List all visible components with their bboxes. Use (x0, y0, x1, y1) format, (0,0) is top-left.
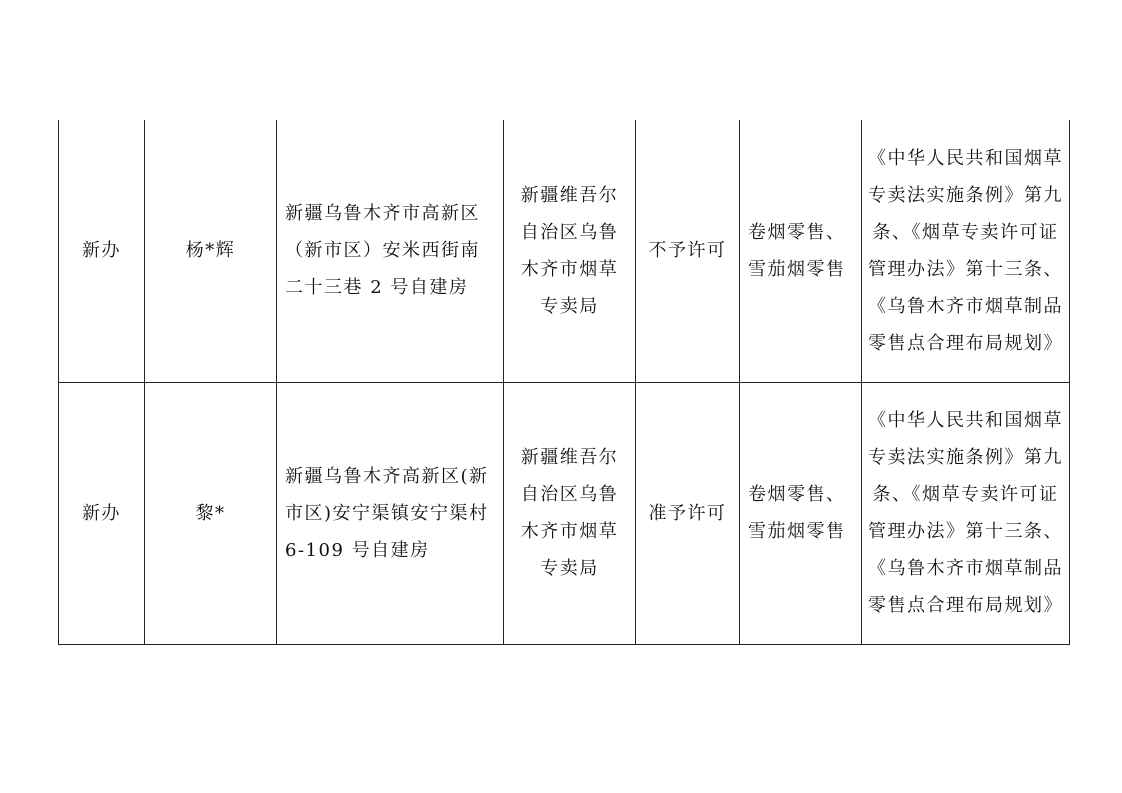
business-address-cell (277, 120, 504, 382)
business-scope: 卷烟零售、雪茄烟零售 (748, 221, 846, 280)
license-decision-table (58, 120, 1070, 645)
business-address: 新疆乌鲁木齐高新区(新市区)安宁渠镇安宁渠村 6-109 号自建房 (285, 465, 489, 561)
licensing-authority-cell (504, 120, 636, 382)
legal-basis: 《中华人民共和国烟草专卖法实施条例》第九条、《烟草专卖许可证管理办法》第十三条、《乌鲁木齐市烟草制品零售点合理布局规划》 (868, 410, 1063, 616)
application-type: 新办 (82, 502, 121, 524)
licensing-authority-cell (504, 382, 636, 644)
business-scope-cell (740, 120, 862, 382)
legal-basis-cell (862, 382, 1070, 644)
licensing-authority: 新疆维吾尔自治区乌鲁木齐市烟草专卖局 (520, 184, 619, 317)
applicant-name-cell (145, 120, 277, 382)
table-row (59, 120, 1070, 382)
business-scope: 卷烟零售、雪茄烟零售 (748, 484, 846, 542)
business-address: 新疆乌鲁木齐市高新区（新市区）安米西街南二十三巷 2 号自建房 (285, 203, 480, 299)
applicant-name: 黎* (195, 502, 226, 524)
decision-cell (636, 382, 740, 644)
decision-result: 准予许可 (648, 502, 727, 524)
decision-result: 不予许可 (648, 240, 727, 262)
table-row (59, 382, 1070, 644)
decision-cell (636, 120, 740, 382)
application-type: 新办 (82, 240, 121, 262)
applicant-name: 杨*辉 (185, 240, 236, 262)
business-address-cell (277, 382, 504, 644)
application-type-cell (59, 120, 145, 382)
applicant-name-cell (145, 382, 277, 644)
licensing-authority: 新疆维吾尔自治区乌鲁木齐市烟草专卖局 (520, 447, 619, 579)
legal-basis: 《中华人民共和国烟草专卖法实施条例》第九条、《烟草专卖许可证管理办法》第十三条、《乌鲁木齐市烟草制品零售点合理布局规划》 (868, 147, 1063, 354)
business-scope-cell (740, 382, 862, 644)
application-type-cell (59, 382, 145, 644)
legal-basis-cell (862, 120, 1070, 382)
